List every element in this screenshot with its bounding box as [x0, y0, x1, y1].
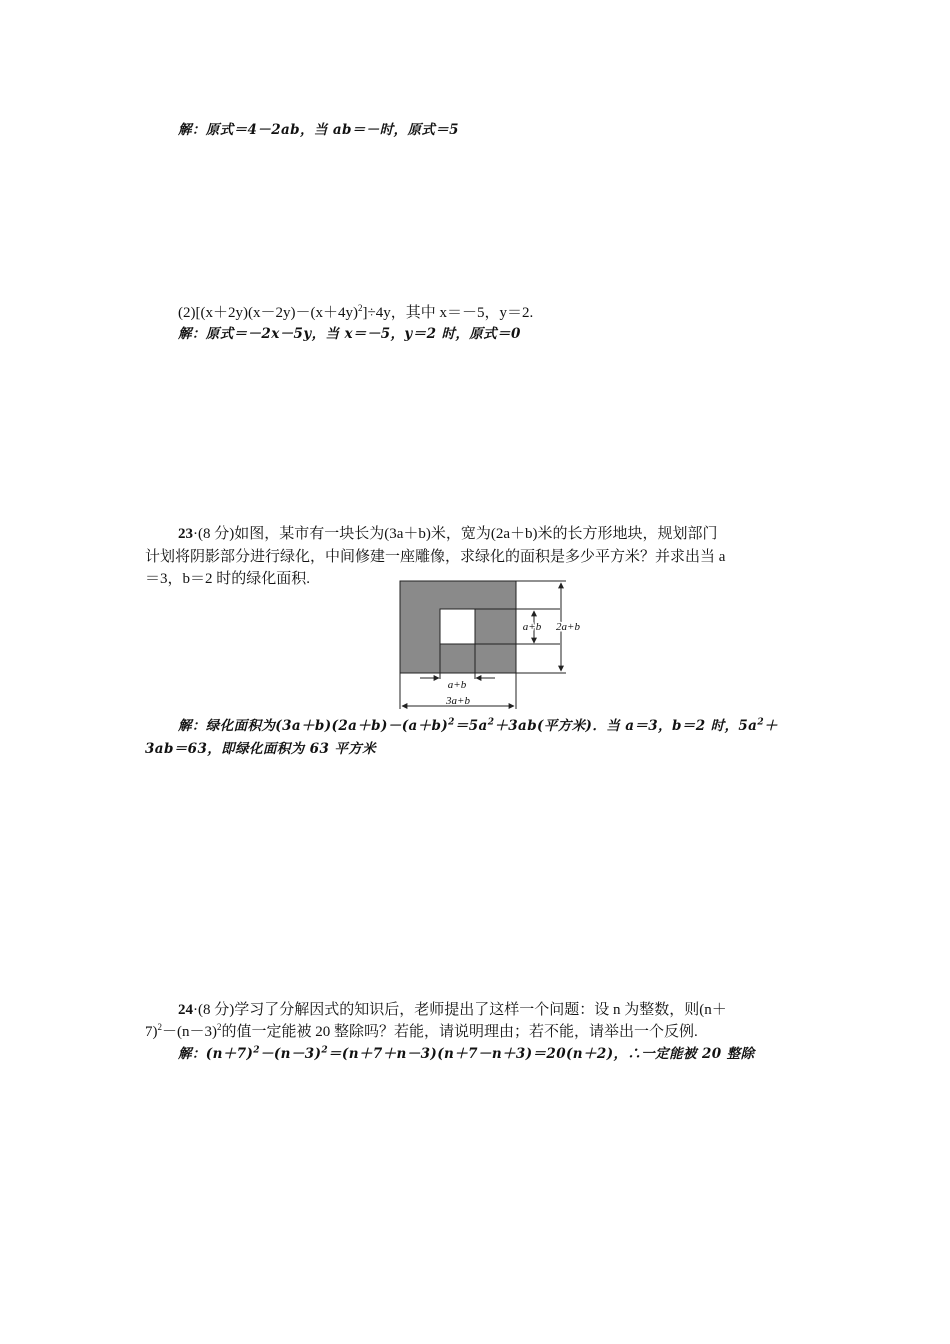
superscript: 2	[357, 303, 363, 313]
question-24-line-2	[145, 1020, 698, 1041]
answer-24-part-a: 解：(n＋7)	[178, 1046, 254, 1062]
question-24-part-c: 的值一定能被 20 整除吗？若能，请说明理由；若不能，请举出一个反例.	[221, 1024, 698, 1040]
superscript: 2	[253, 1045, 260, 1056]
answer-24-part-b: －(n－3)	[259, 1046, 322, 1062]
label-inner-height: a+b	[522, 621, 542, 633]
question-24-line-1	[178, 998, 727, 1019]
superscript: 2	[487, 717, 495, 728]
answer-1: 解：原式＝4－2ab，当 ab＝－时，原式＝5	[178, 122, 459, 138]
answer-23-part-d: ＋	[764, 718, 778, 734]
superscript: 2	[157, 1022, 162, 1032]
question-2-text	[178, 301, 533, 322]
answer-23-line-2: 3ab＝63，即绿化面积为 63 平方米	[145, 741, 377, 757]
label-outer-width: 3a+b	[446, 695, 470, 707]
answer-23-part-a: 解：绿化面积为(3a＋b)(2a＋b)－(a＋b)	[178, 718, 449, 734]
question-24-line-1-text: ·(8 分)学习了分解因式的知识后，老师提出了这样一个问题：设 n 为整数，则(n＋	[193, 1002, 727, 1018]
question-24-part-a: 7)	[145, 1024, 158, 1040]
answer-24-part-c: ＝(n＋7＋n－3)(n＋7－n＋3)＝20(n＋2)，∴一定能被 20 整除	[328, 1046, 755, 1062]
answer-2: 解：原式＝－2x－5y，当 x＝－5，y＝2 时，原式＝0	[178, 326, 521, 342]
question-2-pre: (2)[(x＋2y)(x－2y)－(x＋4y)	[178, 305, 358, 321]
question-24-part-b: －(n－3)	[162, 1024, 217, 1040]
statue-square	[440, 609, 475, 644]
label-outer-height: 2a+b	[556, 621, 580, 633]
superscript: 2	[448, 717, 455, 728]
answer-23-part-c: ＋3ab(平方米)．当 a＝3，b＝2 时，5a	[494, 718, 758, 734]
answer-23-line-1	[178, 714, 778, 734]
question-23-line-3: ＝3，b＝2 时的绿化面积.	[145, 571, 311, 587]
question-23-line-1	[178, 522, 718, 543]
question-23-number: 23	[178, 526, 193, 542]
answer-23-part-b: ＝5a	[454, 718, 488, 734]
question-2-post: ]÷4y，其中 x＝－5，y＝2.	[362, 305, 534, 321]
answer-24	[178, 1042, 754, 1062]
question-23-line-1-text: ·(8 分)如图，某市有一块长为(3a＋b)米，宽为(2a＋b)米的长方形地块，规划部门	[193, 526, 718, 542]
label-inner-width: a+b	[447, 679, 467, 691]
garden-diagram	[396, 577, 590, 713]
question-23-line-2: 计划将阴影部分进行绿化，中间修建一座雕像，求绿化的面积是多少平方米？并求出当 a	[145, 549, 726, 565]
superscript: 2	[321, 1045, 329, 1056]
superscript: 2	[757, 717, 764, 728]
superscript: 2	[217, 1022, 222, 1032]
question-24-number: 24	[178, 1002, 193, 1018]
